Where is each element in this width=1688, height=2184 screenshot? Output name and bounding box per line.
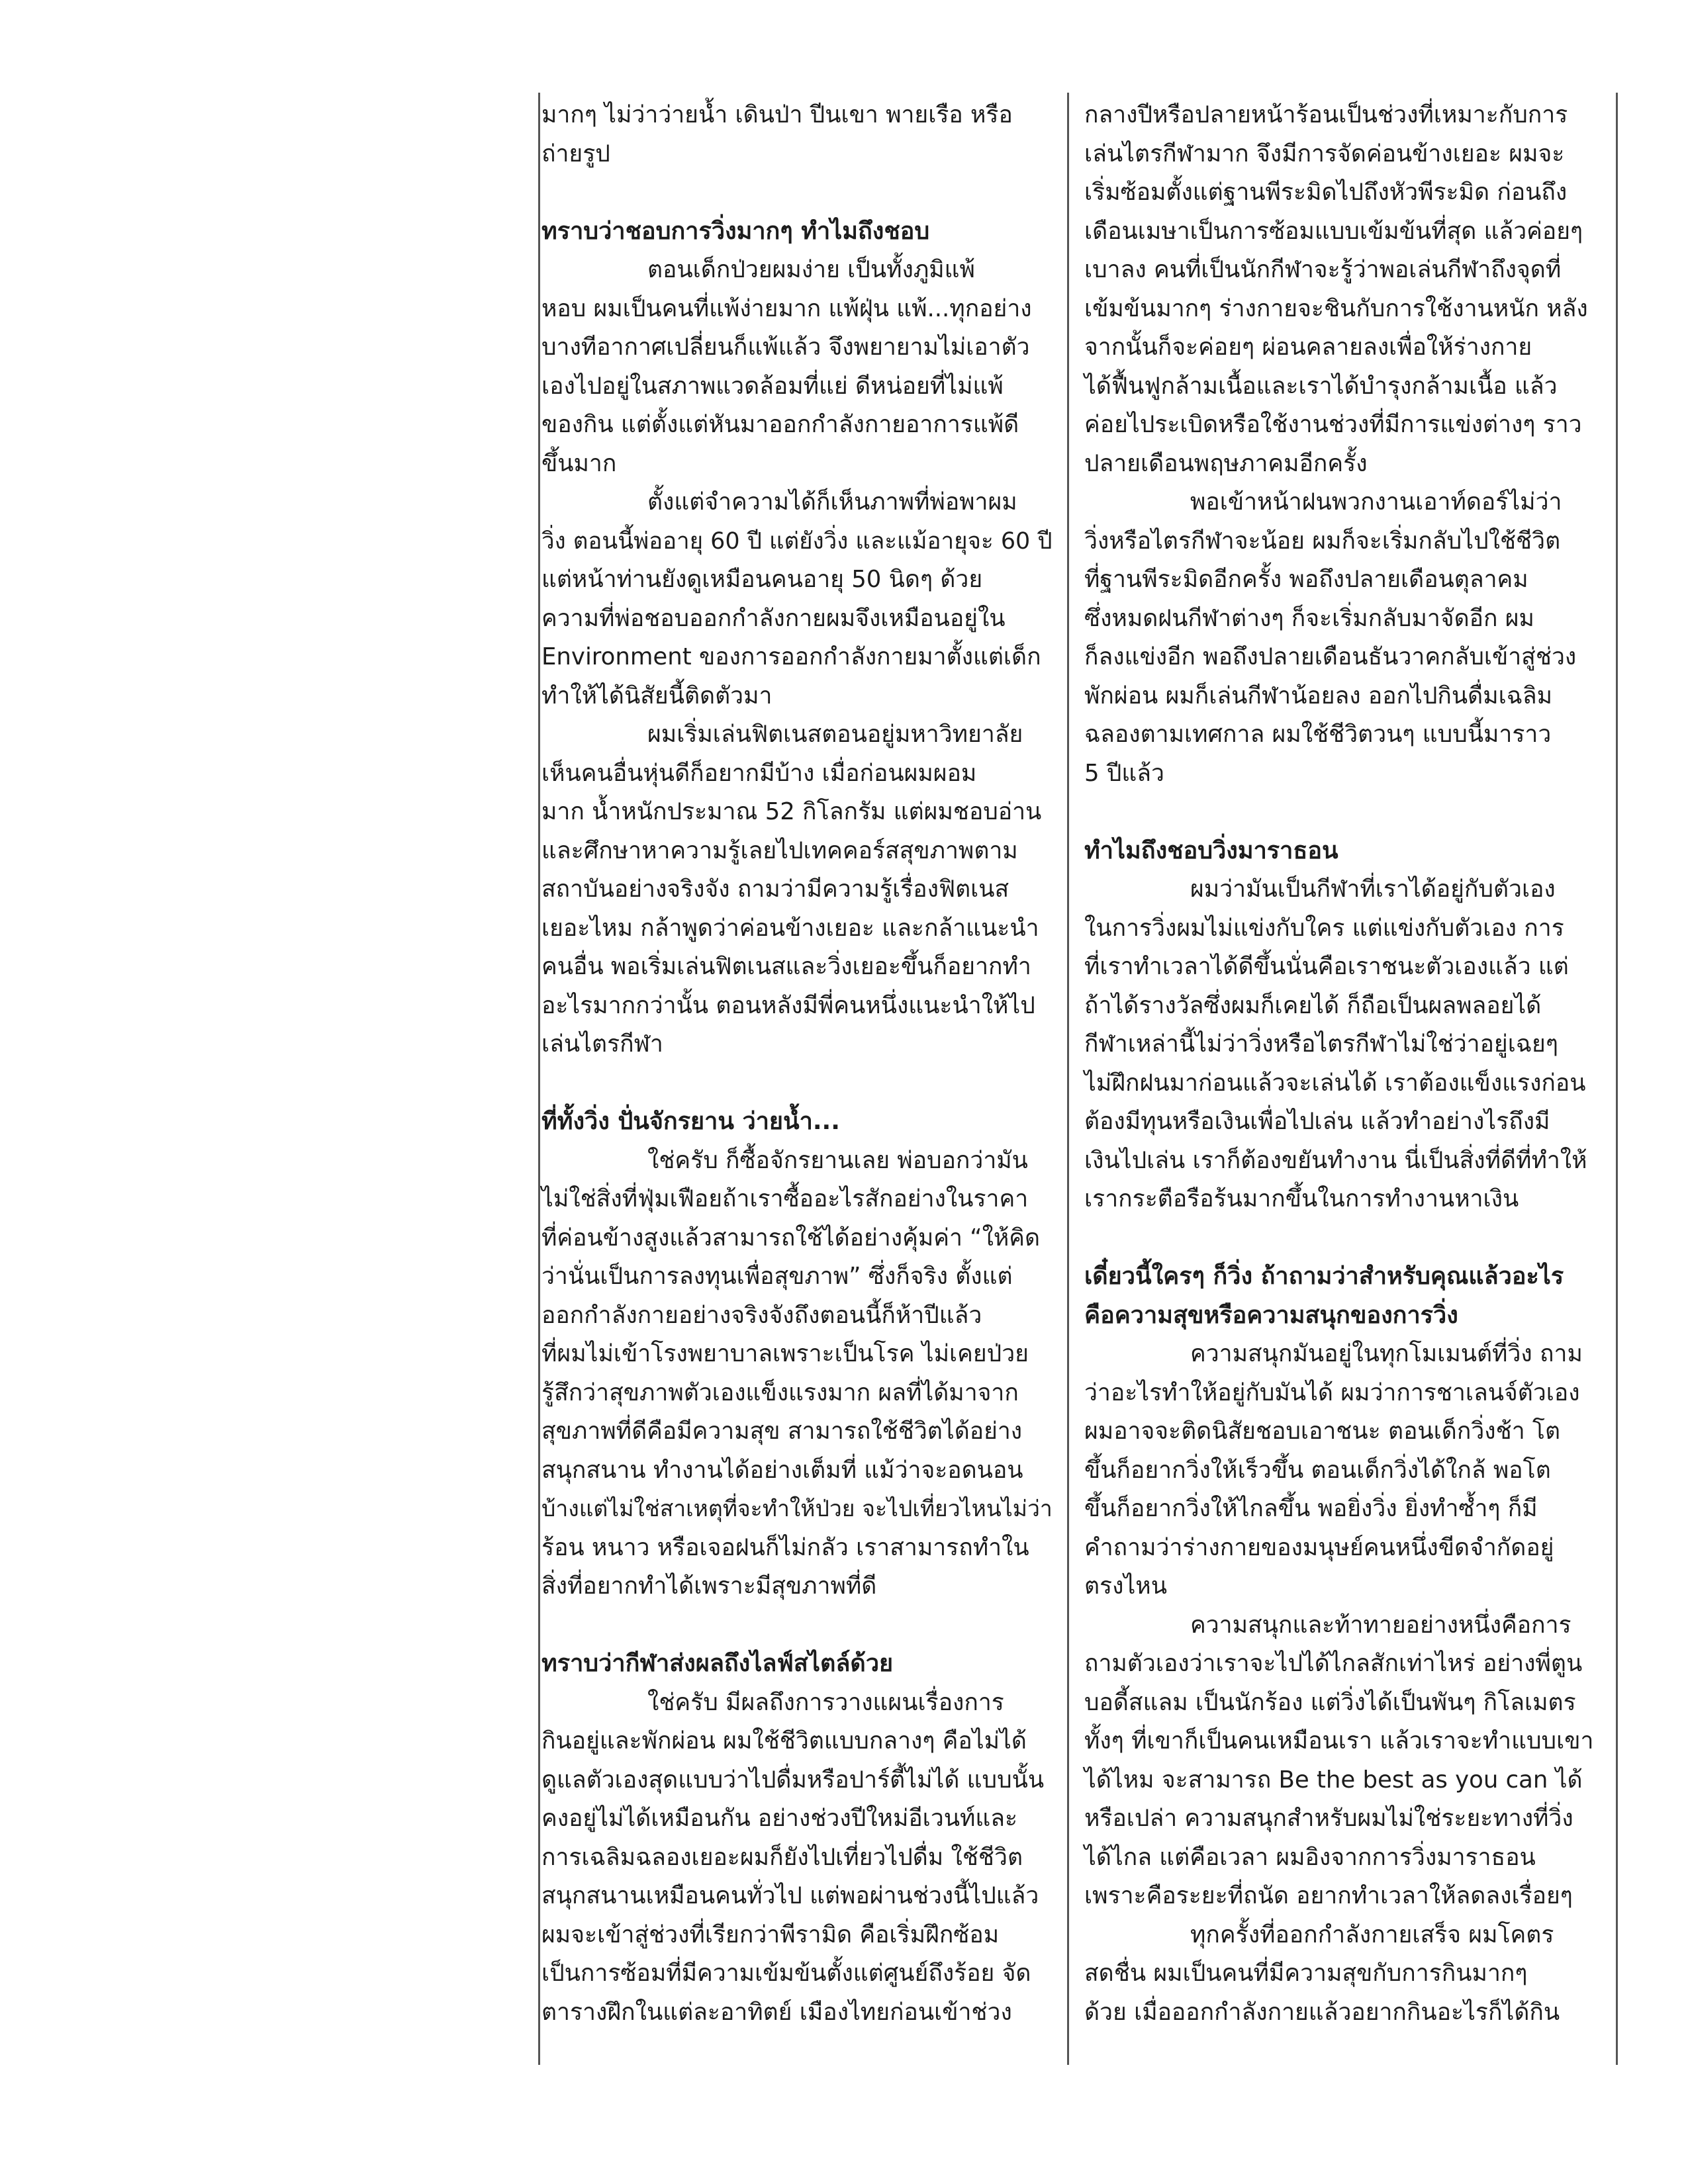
paragraph-line: ขึ้นมาก	[541, 449, 617, 477]
paragraph-line: ที่ผมไม่เข้าโรงพยาบาลเพราะเป็นโรค ไม่เคยป่วย	[541, 1340, 1029, 1367]
paragraph-line: ว่านั่นเป็นการลงทุนเพื่อสุขภาพ” ซึ่งก็จริง ตั้งแต่	[541, 1263, 1013, 1290]
paragraph-line: และศึกษาหาความรู้เลยไปเทคคอร์สสุขภาพตาม	[541, 837, 1018, 864]
paragraph-line: หรือเปล่า ความสนุกสำหรับผมไม่ใช่ระยะทางที่วิ่ง	[1084, 1805, 1573, 1832]
left-column-rule	[538, 93, 540, 2065]
paragraph-line: หอบ ผมเป็นคนที่แพ้ง่ายมาก แพ้ฝุ่น แพ้...ทุกอย่าง	[541, 295, 1032, 322]
paragraph-line: พอเข้าหน้าฝนพวกงานเอาท์ดอร์ไม่ว่า	[1190, 488, 1562, 516]
paragraph-line: ได้ไหม จะสามารถ Be the best as you can ได้	[1084, 1766, 1583, 1794]
paragraph-line: วิ่งหรือไตรกีฬาจะน้อย ผมก็จะเริ่มกลับไปใช้ชีวิต	[1084, 527, 1561, 555]
paragraph-line: เยอะไหม กล้าพูดว่าค่อนข้างเยอะ และกล้าแนะนำ	[541, 914, 1039, 942]
paragraph-line: เริ่มซ้อมตั้งแต่ฐานพีระมิดไปถึงหัวพีระมิด ก่อนถึง	[1084, 179, 1568, 206]
paragraph-line: ต้องมีทุนหรือเงินเพื่อไปเล่น แล้วทำอย่างไรถึงมี	[1084, 1108, 1550, 1135]
paragraph-line: ทำให้ได้นิสัยนี้ติดตัวมา	[541, 682, 773, 709]
paragraph-line: ใช่ครับ ก็ซื้อจักรยานเลย พ่อบอกว่ามัน	[647, 1146, 1028, 1174]
paragraph-line: ตอนเด็กป่วยผมง่าย เป็นทั้งภูมิแพ้	[647, 256, 975, 283]
paragraph-line: เรากระตือรือร้นมากขึ้นในการทำงานหาเงิน	[1084, 1185, 1519, 1212]
paragraph-line: ตารางฝึกในแต่ละอาทิตย์ เมืองไทยก่อนเข้าช่วง	[541, 1998, 1012, 2026]
paragraph-line: ผมเริ่มเล่นฟิตเนสตอนอยู่มหาวิทยาลัย	[647, 721, 1023, 748]
paragraph-line: ร้อน หนาว หรือเจอฝนก็ไม่กลัว เราสามารถทำใน	[541, 1533, 1029, 1561]
paragraph-line: สิ่งที่อยากทำได้เพราะมีสุขภาพที่ดี	[541, 1572, 877, 1600]
paragraph-line: สนุกสนานเหมือนคนทั่วไป แต่พอผ่านช่วงนี้ไปแล้ว	[541, 1882, 1039, 1909]
paragraph-line: ที่ค่อนข้างสูงแล้วสามารถใช้ได้อย่างคุ้มค่า “ให้คิด	[541, 1224, 1041, 1251]
paragraph-line: มาก น้ำหนักประมาณ 52 กิโลกรัม แต่ผมชอบอ่าน	[541, 798, 1042, 825]
paragraph-line: ได้ไกล แต่คือเวลา ผมอิงจากการวิ่งมาราธอน	[1084, 1843, 1536, 1871]
paragraph-line: เห็นคนอื่นหุ่นดีก็อยากมีบ้าง เมื่อก่อนผมผอม	[541, 759, 977, 787]
left-column	[541, 96, 1058, 2032]
paragraph-line: ว่าอะไรทำให้อยู่กับมันได้ ผมว่าการชาเลนจ์ตัวเอง	[1084, 1379, 1580, 1406]
paragraph-line: สถาบันอย่างจริงจัง ถามว่ามีความรู้เรื่องฟิตเนส	[541, 876, 1009, 903]
paragraph-line: มากๆ ไม่ว่าว่ายน้ำ เดินป่า ปีนเขา พายเรือ หรือ	[541, 101, 1013, 128]
paragraph-line: ออกกำลังกายอย่างจริงจังถึงตอนนี้ก็ห้าปีแล้ว	[541, 1301, 982, 1329]
right-column-rule	[1616, 93, 1618, 2065]
paragraph-line: ฉลองตามเทศกาล ผมใช้ชีวิตวนๆ แบบนี้มาราว	[1084, 721, 1552, 748]
paragraph-line: เบาลง คนที่เป็นนักกีฬาจะรู้ว่าพอเล่นกีฬาถึงจุดที่	[1084, 256, 1562, 283]
paragraph-line: เล่นไตรกีฬา	[541, 1030, 663, 1058]
paragraph-line: การเฉลิมฉลองเยอะผมก็ยังไปเที่ยวไปดื่ม ใช้ชีวิต	[541, 1843, 1023, 1871]
right-column	[1084, 96, 1601, 2032]
section-heading: ทำไมถึงชอบวิ่งมาราธอน	[1084, 837, 1338, 864]
section-heading: ทราบว่าชอบการวิ่งมากๆ ทำไมถึงชอบ	[541, 217, 930, 245]
paragraph-line: กินอยู่และพักผ่อน ผมใช้ชีวิตแบบกลางๆ คือไม่ได้	[541, 1727, 1027, 1754]
paragraph-line: กีฬาเหล่านี้ไม่ว่าวิ่งหรือไตรกีฬาไม่ใช่ว่าอยู่เฉยๆ	[1084, 1030, 1558, 1058]
paragraph-line: ถามตัวเองว่าเราจะไปได้ไกลสักเท่าไหร่ อย่างพี่ตูน	[1084, 1650, 1583, 1677]
paragraph-line: ดูแลตัวเองสุดแบบว่าไปดื่มหรือปาร์ตี้ไม่ได้ แบบนั้น	[541, 1766, 1045, 1794]
paragraph-line: เองไปอยู่ในสภาพแวดล้อมที่แย่ ดีหน่อยที่ไม่แพ้	[541, 372, 1004, 400]
paragraph-line: Environment ของการออกกำลังกายมาตั้งแต่เด็ก	[541, 643, 1041, 670]
paragraph-line: ก็ลงแข่งอีก พอถึงปลายเดือนธันวาคกลับเข้าสู่ช่วง	[1084, 643, 1577, 670]
paragraph-line: กลางปีหรือปลายหน้าร้อนเป็นช่วงที่เหมาะกับการ	[1084, 101, 1568, 128]
paragraph-line: ได้ฟื้นฟูกล้ามเนื้อและเราได้บำรุงกล้ามเนื้อ แล้ว	[1084, 372, 1558, 400]
paragraph-line: ด้วย เมื่อออกกำลังกายแล้วอยากกินอะไรก็ได้กิน	[1084, 1998, 1560, 2026]
paragraph-line: ปลายเดือนพฤษภาคมอีกครั้ง	[1084, 449, 1368, 477]
paragraph-line: บอดี้สแลม เป็นนักร้อง แต่วิ่งได้เป็นพันๆ กิโลเมตร	[1084, 1688, 1576, 1716]
paragraph-line: ไม่ฝึกฝนมาก่อนแล้วจะเล่นได้ เราต้องแข็งแรงก่อน	[1084, 1069, 1586, 1097]
paragraph-line: บางทีอากาศเปลี่ยนก็แพ้แล้ว จึงพยายามไม่เอาตัว	[541, 334, 1030, 361]
paragraph-line: ผมอาจจะติดนิสัยชอบเอาชนะ ตอนเด็กวิ่งช้า โต	[1084, 1418, 1561, 1445]
paragraph-line: ขึ้นก็อยากวิ่งให้เร็วขึ้น ตอนเด็กวิ่งได้ใกล้ พอโต	[1084, 1456, 1551, 1484]
paragraph-line: สดชื่น ผมเป็นคนที่มีความสุขกับการกินมากๆ	[1084, 1960, 1528, 1987]
paragraph-line: สนุกสนาน ทำงานได้อย่างเต็มที่ แม้ว่าจะอดนอน	[541, 1456, 1023, 1484]
section-heading: คือความสุขหรือความสนุกของการวิ่ง	[1084, 1301, 1458, 1329]
paragraph-line: ซึ่งหมดฝนกีฬาต่างๆ ก็จะเริ่มกลับมาจัดอีก ผม	[1084, 604, 1534, 632]
paragraph-line: แต่หน้าท่านยังดูเหมือนคนอายุ 50 นิดๆ ด้วย	[541, 566, 983, 593]
paragraph-line: ที่ฐานพีระมิดอีกครั้ง พอถึงปลายเดือนตุลาคม	[1084, 566, 1528, 593]
paragraph-line: เดือนเมษาเป็นการซ้อมแบบเข้มข้นที่สุด แล้วค่อยๆ	[1084, 217, 1583, 245]
center-column-rule	[1067, 93, 1069, 2065]
paragraph-line: ที่เราทำเวลาได้ดีขึ้นนั่นคือเราชนะตัวเองแล้ว แต่	[1084, 953, 1569, 980]
section-heading: เดี๋ยวนี้ใครๆ ก็วิ่ง ถ้าถามว่าสำหรับคุณแล้วอะไร	[1084, 1263, 1564, 1290]
paragraph-line: ถ่ายรูป	[541, 140, 610, 167]
paragraph-line: ทั้งๆ ที่เขาก็เป็นคนเหมือนเรา แล้วเราจะทำแบบเขา	[1084, 1727, 1594, 1754]
paragraph-line: ของกิน แต่ตั้งแต่หันมาออกกำลังกายอาการแพ้ดี	[541, 411, 1019, 438]
paragraph-line: บ้างแต่ไม่ใช่สาเหตุที่จะทำให้ป่วย จะไปเที่ยวไหนไม่ว่า	[541, 1496, 1053, 1522]
paragraph-line: ผมว่ามันเป็นกีฬาที่เราได้อยู่กับตัวเอง	[1190, 876, 1556, 903]
paragraph-line: รู้สึกว่าสุขภาพตัวเองแข็งแรงมาก ผลที่ได้มาจาก	[541, 1379, 1019, 1406]
paragraph-line: เงินไปเล่น เราก็ต้องขยันทำงาน นี่เป็นสิ่งที่ดีที่ทำให้	[1084, 1146, 1587, 1174]
paragraph-line: คำถามว่าร่างกายของมนุษย์คนหนึ่งขีดจำกัดอยู่	[1084, 1533, 1554, 1561]
paragraph-line: ทุกครั้งที่ออกกำลังกายเสร็จ ผมโคตร	[1190, 1921, 1554, 1948]
paragraph-line: ถ้าได้รางวัลซึ่งผมก็เคยได้ ก็ถือเป็นผลพลอยได้	[1084, 991, 1542, 1019]
paragraph-line: คนอื่น พอเริ่มเล่นฟิตเนสและวิ่งเยอะขึ้นก็อยากทำ	[541, 953, 1031, 980]
paragraph-line: ความที่พ่อชอบออกกำลังกายผมจึงเหมือนอยู่ใน	[541, 604, 1006, 632]
paragraph-line: ตั้งแต่จำความได้ก็เห็นภาพที่พ่อพาผม	[647, 488, 1017, 516]
paragraph-line: เป็นการซ้อมที่มีความเข้มข้นตั้งแต่ศูนย์ถึงร้อย จัด	[541, 1960, 1031, 1987]
section-heading: ที่ทั้งวิ่ง ปั่นจักรยาน ว่ายน้ำ...	[541, 1108, 840, 1135]
paragraph-line: คงอยู่ไม่ได้เหมือนกัน อย่างช่วงปีใหม่อีเวนท์และ	[541, 1805, 1018, 1832]
paragraph-line: ขึ้นก็อยากวิ่งให้ไกลขึ้น พอยิ่งวิ่ง ยิ่งทำซ้ำๆ ก็มี	[1084, 1495, 1538, 1522]
paragraph-line: ค่อยไประเบิดหรือใช้งานช่วงที่มีการแข่งต่างๆ ราว	[1084, 411, 1582, 438]
paragraph-line: เข้มข้นมากๆ ร่างกายจะชินกับการใช้งานหนัก หลัง	[1084, 295, 1588, 322]
paragraph-line: ในการวิ่งผมไม่แข่งกับใคร แต่แข่งกับตัวเอง การ	[1084, 914, 1564, 942]
paragraph-line: ไม่ใช่สิ่งที่ฟุ่มเฟือยถ้าเราซื้ออะไรสักอย่างในราคา	[541, 1185, 1029, 1212]
paragraph-line: เพราะคือระยะที่ถนัด อยากทำเวลาให้ลดลงเรื่อยๆ	[1084, 1882, 1573, 1909]
paragraph-line: วิ่ง ตอนนี้พ่ออายุ 60 ปี แต่ยังวิ่ง และแม้อายุจะ 60 ปี	[541, 527, 1053, 555]
section-heading: ทราบว่ากีฬาส่งผลถึงไลฟ์สไตล์ด้วย	[541, 1650, 894, 1677]
paragraph-line: พักผ่อน ผมก็เล่นกีฬาน้อยลง ออกไปกินดื่มเฉลิม	[1084, 682, 1553, 709]
paragraph-line: เล่นไตรกีฬามาก จึงมีการจัดค่อนข้างเยอะ ผมจะ	[1084, 140, 1565, 167]
paragraph-line: อะไรมากกว่านั้น ตอนหลังมีพี่คนหนึ่งแนะนำให้ไป	[541, 991, 1035, 1019]
paragraph-line: ความสนุกมันอยู่ในทุกโมเมนต์ที่วิ่ง ถาม	[1190, 1340, 1583, 1367]
paragraph-line: 5 ปีแล้ว	[1084, 759, 1164, 787]
paragraph-line: จากนั้นก็จะค่อยๆ ผ่อนคลายลงเพื่อให้ร่างกาย	[1084, 334, 1532, 361]
paragraph-line: สุขภาพที่ดีคือมีความสุข สามารถใช้ชีวิตได้อย่าง	[541, 1418, 1023, 1445]
paragraph-line: ตรงไหน	[1084, 1572, 1167, 1600]
paragraph-line: ผมจะเข้าสู่ช่วงที่เรียกว่าพีรามิด คือเริ่มฝึกซ้อม	[541, 1921, 1000, 1948]
paragraph-line: ใช่ครับ มีผลถึงการวางแผนเรื่องการ	[647, 1688, 1004, 1716]
paragraph-line: ความสนุกและท้าทายอย่างหนึ่งคือการ	[1190, 1611, 1571, 1639]
